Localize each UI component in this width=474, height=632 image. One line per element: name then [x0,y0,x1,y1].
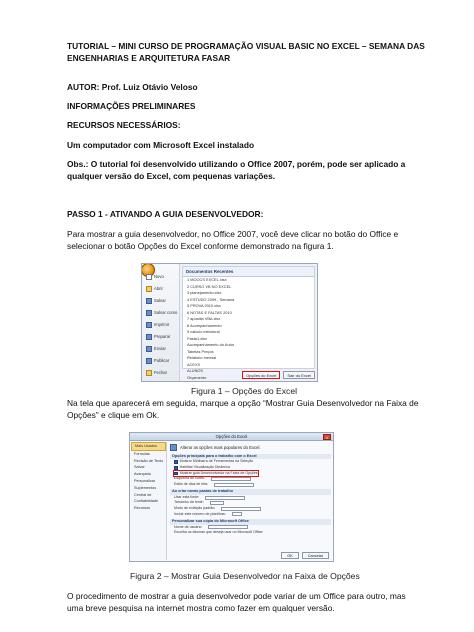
step1-para3-line2: uma breve pesquisa na internet mostra como fazer em qualquer versão. [67,603,335,613]
obs-line1: Obs.: O tutorial foi desenvolvido utilizando o Office 2007, porém, pode ser aplicado a [67,159,406,169]
prepare-icon [146,334,152,340]
option-font-size: Tamanho da fonte: [170,500,331,506]
menu-item-close: Fechar [146,368,167,377]
recent-document-label: Pasta1.xlsx [187,335,207,341]
recent-document-label: 8 Acompanhamento [187,322,222,328]
recent-document-label: Tabelas Preços [187,348,214,354]
options-header-icon [170,444,177,451]
recent-document-label: 7 apostila VBA.xlsx [187,316,221,321]
open-folder-icon [146,286,152,292]
send-icon [146,346,152,352]
resources-heading: RECURSOS NECESSÁRIOS: [67,120,181,130]
recent-documents-title: Documentos Recentes [183,267,314,277]
step1-para1-line2: selecionar o botão Opções do Excel conforme demonstrado na figura 1. [67,241,334,251]
close-folder-icon [146,370,152,376]
step1-heading: PASSO 1 - ATIVANDO A GUIA DESENVOLVEDOR: [67,209,264,219]
nav-item-advanced: Avançado [134,472,151,477]
section-main-options: Opções principais para o trabalho com o Excel [170,454,331,459]
options-header: Alterar as opções mais populares do Excel. [170,443,331,452]
nav-item-trust-center: Central de Confiabilidade [134,492,159,504]
nav-item-formulas: Fórmulas [134,451,150,456]
step1-para2-line1: Na tela que aparecerá em seguida, marque a opção “Mostrar Guia Desenvolvedor na Faixa de [67,398,419,408]
developer-option-highlight: Mostrar guia Desenvolvedor na Faixa de Opções [174,471,258,477]
option-live-preview: Habilitar Visualização Dinâmica [170,465,331,471]
computer-requirement: Um computador com Microsoft Excel instalado [67,140,255,150]
step1-para1-line1: Para mostrar a guia desenvolvedor, no Office 2007, você deve clicar no botão do Office e [67,229,399,239]
default-view-select [221,507,261,511]
office-menu-footer [182,370,315,380]
menu-item-print: Imprimir [146,320,169,329]
figure2-caption: Figura 2 – Mostrar Guia Desenvolvedor na Faixa de Opções [130,571,360,581]
color-scheme-select [211,477,251,481]
recent-document-label: ACEXX [187,361,201,367]
recent-documents-list [183,277,314,382]
menu-item-prepare: Preparar [146,332,170,341]
font-select [205,496,245,500]
recent-document-label: 4 ESTUDO 2009 - Semana [187,296,235,302]
option-sheet-count: Incluir este número de planilhas: [170,512,331,518]
section-personalize: Personalizar sua cópia do Microsoft Office [170,519,331,524]
excel-options-button: Opções do Excel [242,371,280,379]
option-user-name: Nome de usuário: [170,525,331,531]
step1-para2-line2: Opções” e clique em Ok. [67,410,160,420]
option-font: Usar esta fonte: [170,495,331,501]
publish-icon [146,358,152,364]
recent-document-label: 3 planejamento.xlsx [187,290,222,295]
tooltip-style-select [214,483,254,487]
exit-excel-button: Sair do Excel [283,371,315,379]
nav-item-save: Salvar [134,465,145,470]
options-nav [131,442,167,560]
options-dialog-title: Opções do Excel [215,434,248,439]
sheet-count-stepper [232,512,242,516]
save-as-icon [146,310,152,316]
nav-item-customize: Personalizar [134,478,156,483]
menu-item-new: Novo [146,272,164,281]
obs-line2: qualquer versão do Excel, com pequenas variações. [67,171,276,181]
figure2-screenshot [129,432,334,562]
option-tooltip-style: Estilo de dica de tela: [170,482,331,488]
doc-title-line1: TUTORIAL – MINI CURSO DE PROGRAMAÇÃO VISUAL BASIC NO EXCEL – SEMANA DAS [67,41,425,51]
recent-document-item [183,381,314,382]
ok-button: OK [281,552,299,559]
menu-item-send: Enviar [146,344,166,353]
options-dialog-buttons [281,552,329,559]
recent-document-label: 1 MOOCS EXCEL.xlsx [187,277,227,282]
menu-item-save-as: Salvar como [146,308,177,317]
font-size-select [210,501,224,505]
option-minitoolbar: Mostrar Minibarra de Ferramentas na Seleção [170,459,331,465]
option-color-scheme: Esquema de cores: [170,476,331,482]
menu-item-open: Abrir [146,284,163,293]
option-languages: Escolha os idiomas que deseja usar no Microsoft Office: [174,530,264,535]
recent-document-label: Relatório mensal [187,355,217,360]
nav-item-popular: Mais Usados [131,442,166,451]
options-dialog-titlebar [130,433,333,441]
step1-para3-line1: O procedimento de mostrar a guia desenvolvedor pode variar de um Office para outro, mas [67,591,406,601]
recent-document-label: Acompanhamento do Autor [187,342,235,347]
menu-item-save: Salvar [146,296,166,305]
recent-document-label: ALUNOS [187,368,203,373]
options-main-panel [170,443,331,549]
author-line: AUTOR: Prof. Luiz Otávio Veloso [67,82,198,92]
nav-item-proofing: Revisão de Texto [134,458,164,463]
recent-document-label: 9 calculo estrutural [187,329,220,334]
cancel-button: Cancelar [302,552,329,559]
figure1-screenshot [141,263,318,382]
nav-item-addins: Suplementos [134,485,157,490]
section-new-workbooks: Ao criar novas pastas de trabalho [170,489,331,494]
recent-document-label: 5 PROVA 2010.xlsx [187,303,221,308]
close-icon: × [323,434,331,440]
save-disk-icon [146,298,152,304]
recent-document-label: 6 NOTAS E FALTAS 2010 [187,309,232,315]
doc-title-line2: ENGENHARIAS E ARQUITETURA FASAR [67,53,231,63]
figure1-caption: Figura 1 – Opções do Excel [191,386,298,396]
checkbox-minitoolbar [174,460,178,464]
option-default-view: Modo de exibição padrão: [170,506,331,512]
recent-document-label: 2 CURSO VB NO EXCEL [187,283,232,289]
preliminary-heading: INFORMAÇÕES PRELIMINARES [67,101,196,111]
user-name-field [208,525,248,529]
nav-item-resources: Recursos [134,506,151,511]
checkbox-show-developer-tab [174,472,178,476]
checkbox-live-preview [174,466,178,470]
recent-document-label [187,381,225,382]
office-menu-sidebar [142,264,180,381]
recent-document-label: Orçamento [187,374,207,380]
new-document-icon [146,274,152,280]
printer-icon [146,322,152,328]
menu-item-publish: Publicar [146,356,169,365]
